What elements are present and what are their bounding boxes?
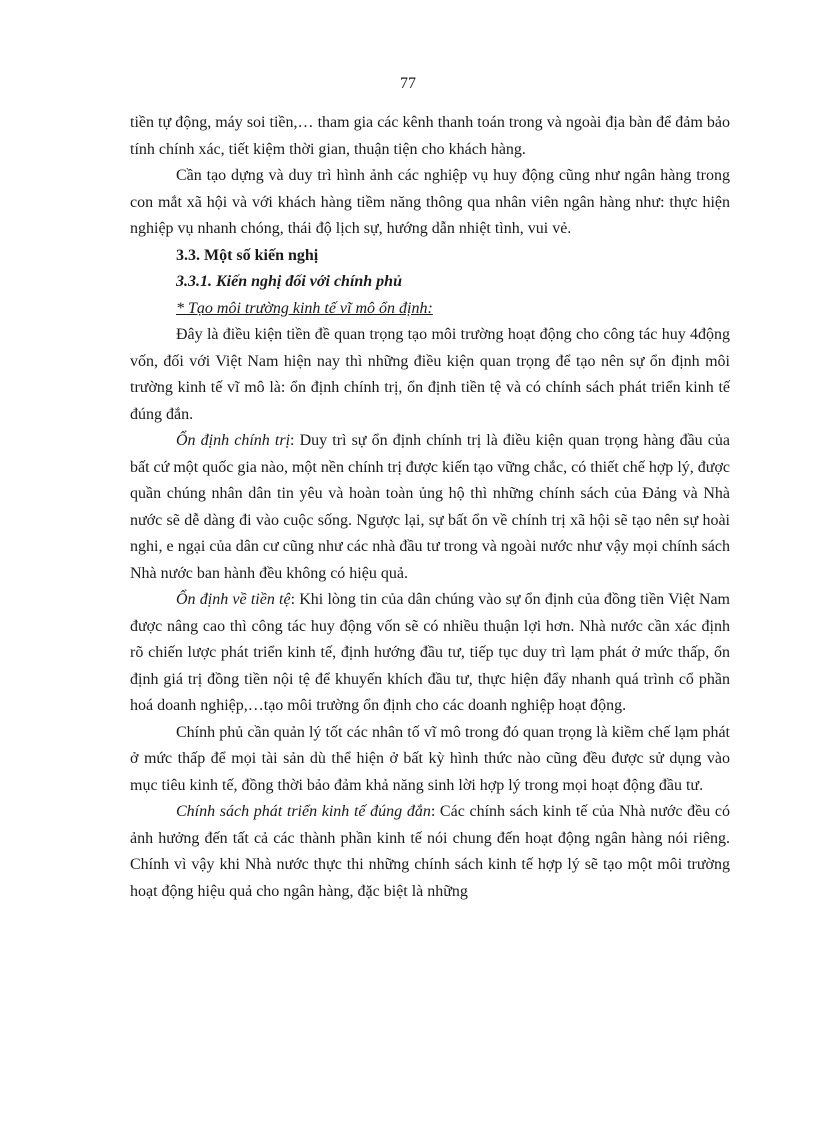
topic-heading-text: * Tạo môi trường kinh tế vĩ mô ổn định: bbox=[176, 299, 433, 317]
paragraph: tiền tự động, máy soi tiền,… tham gia các kênh thanh toán trong và ngoài địa bàn để đảm bảo tính chính xác, tiết kiệm thời gian, thuận tiện cho khách hàng. bbox=[130, 114, 730, 158]
paragraph: Cần tạo dựng và duy trì hình ảnh các nghiệp vụ huy động cũng như ngân hàng trong con mắt xã hội và với khách hàng tiềm năng thông qua nhân viên ngân hàng như: thực hiện nghiệp vụ nhanh chóng, thái độ lịch sự, hướng dẫn nhiệt tình, vui vẻ. bbox=[130, 167, 730, 237]
paragraph: Chính phủ cần quản lý tốt các nhân tố vĩ mô trong đó quan trọng là kiềm chế lạm phát ở mức thấp để mọi tài sản dù thể hiện ở bất kỳ hình thức nào cũng đều được sử dụng vào mục tiêu kinh tế, đồng thời bảo đảm khả năng sinh lời hợp lý trong mọi hoạt động đầu tư. bbox=[130, 723, 730, 794]
subsection-heading: 3.3.1. Kiến nghị đối với chính phủ bbox=[176, 273, 402, 290]
section-heading: 3.3. Một số kiến nghị bbox=[176, 246, 319, 264]
topic-heading bbox=[130, 296, 730, 323]
paragraph-lead: Ổn định về tiền tệ bbox=[176, 591, 291, 608]
document-body bbox=[130, 110, 730, 905]
page-number: 77 bbox=[400, 75, 416, 92]
paragraph bbox=[130, 799, 730, 905]
paragraph: Đây là điều kiện tiền đề quan trọng tạo môi trường hoạt động cho công tác huy 4động vốn, đối với Việt Nam hiện nay thì những điều kiện quan trọng để tạo nên sự ổn định môi trường kinh tế vĩ mô là: ổn định chính trị, ổn định tiền tệ và có chính sách phát triển kinh tế đúng đắn. bbox=[130, 326, 730, 423]
paragraph-body: : Duy trì sự ổn định chính trị là điều kiện quan trọng hàng đầu của bất cứ một quốc gia nào, một nền chính trị được kiến tạo vững chắc, có thiết chế hợp lý, được quần chúng nhân dân tin yêu và hoàn toàn ủng hộ thì những chính sách của Đảng và Nhà nước sẽ dễ dàng đi vào cuộc sống. Ngược lại, sự bất ổn về chính trị xã hội sẽ tạo nên sự hoài nghi, e ngại của dân cư cũng như các nhà đầu tư trong và ngoài nước như vậy mọi chính sách Nhà nước ban hành đều không có hiệu quả. bbox=[130, 432, 730, 582]
paragraph-lead: Ổn định chính trị bbox=[176, 432, 291, 449]
paragraph bbox=[130, 587, 730, 720]
paragraph bbox=[130, 428, 730, 587]
paragraph-body: : Các chính sách kinh tế của Nhà nước đều có ảnh hưởng đến tất cả các thành phần kinh tế nói chung đến hoạt động ngân hàng nói riêng. Chính vì vậy khi Nhà nước thực thi những chính sách kinh tế hợp lý sẽ tạo một môi trường hoạt động hiệu quả cho ngân hàng, đặc biệt là những bbox=[130, 803, 731, 900]
paragraph-lead: Chính sách phát triển kinh tế đúng đắn bbox=[176, 803, 431, 820]
paragraph-body: : Khi lòng tin của dân chúng vào sự ổn định của đồng tiền Việt Nam được nâng cao thì công tác huy động vốn sẽ có nhiều thuận lợi hơn. Nhà nước cần xác định rõ chiến lược phát triển kinh tế, định hướng đầu tư, tiếp tục duy trì lạm phát ở mức thấp, ổn định giá trị đồng tiền nội tệ để khuyến khích đầu tư, thực hiện đẩy nhanh quá trình cổ phần hoá doanh nghiệp,…tạo môi trường ổn định cho các doanh nghiệp hoạt động. bbox=[130, 591, 730, 714]
